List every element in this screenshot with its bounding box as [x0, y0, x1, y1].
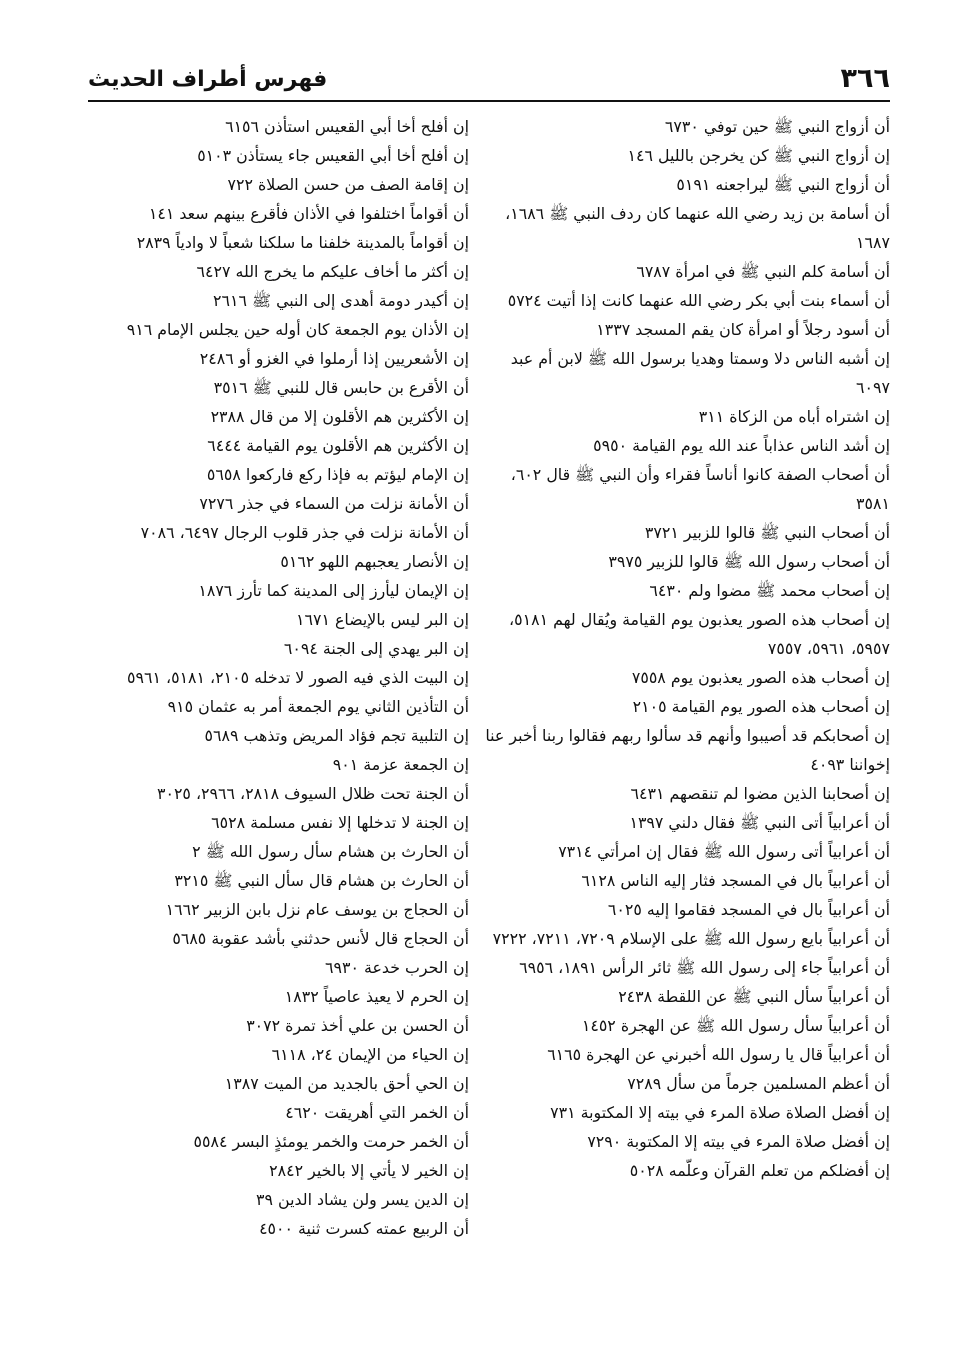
index-entry: إن الجمعة عزمة ٩٠١ [332, 755, 469, 774]
index-entry: أن أصحاب رسول الله ﷺ قالوا للزبير ٣٩٧٥ [608, 552, 890, 571]
index-entry: إن الأنصار يعجبهم اللهو ٥١٦٢ [280, 552, 469, 571]
left-column [65, 112, 469, 1243]
index-entry: أن أعرابياً بال في المسجد فثار إليه الناس ٦١٢٨ [581, 871, 890, 890]
index-entry: إن أفضل الصلاة صلاة المرء في بيته إلا المكتوبة ٧٣١ [550, 1103, 890, 1122]
index-entry: أن أعرابياً بايع رسول الله ﷺ على الإسلام ٧٢٠٩، ٧٢١١، ٧٢٢٢ [492, 929, 890, 948]
index-entry: إن أصحاب هذه الصور يعذبون يوم القيامة ويُقال لهم ٥١٨١، ٥٩٥٧، ٥٩٦١، ٧٥٥٧ [509, 610, 890, 658]
index-entry: إن أشد الناس عذاباً عند الله يوم القيامة ٥٩٥٠ [593, 436, 890, 455]
index-entry: أن أعظم المسلمين جرماً من سأل ٧٢٨٩ [627, 1074, 890, 1093]
index-entry: إن الحي أحق بالجديد من الميت ١٣٨٧ [224, 1074, 469, 1093]
index-entry: أن أقواماً اختلفوا في الأذان فأقرع بينهم سعد ١٤١ [148, 204, 469, 223]
index-entry: أن أعرابياً سأل رسول الله ﷺ عن الهجرة ١٤٥٢ [581, 1016, 890, 1035]
index-entry: أن أعرابياً بال في المسجد فقاموا إليه ٦٠٢٥ [607, 900, 890, 919]
index-entry: إن الحرب خدعة ٦٩٣٠ [325, 958, 469, 977]
index-entry: إن أفضلكم من تعلم القرآن وعلّمه ٥٠٢٨ [629, 1161, 890, 1180]
index-entry: إن أشبه الناس دلا وسمتا وهديا برسول الله ﷺ لابن أم عبد ٦٠٩٧ [510, 349, 890, 397]
index-entry: إن الأكثرين هم الأقلون إلا من قال ٢٣٨٨ [210, 407, 469, 426]
index-entry: أن الحارث بن هشام سأل رسول الله ﷺ ٢ [192, 842, 469, 861]
index-entry: أن أسامة كلم النبي ﷺ في امرأة ٦٧٨٧ [636, 262, 890, 281]
page-number: ٣٦٦ [840, 63, 890, 94]
index-entry: إن الحياء من الإيمان ٢٤، ٦١١٨ [271, 1045, 469, 1064]
index-entry: أن أصحاب النبي ﷺ قالوا للزبير ٣٧٢١ [644, 523, 890, 542]
index-entry: إن أصحاب محمد ﷺ مضوا ولم ٦٤٣٠ [649, 581, 890, 600]
index-entry: إن البر ليس بالإيضاع ١٦٧١ [296, 610, 469, 629]
index-entry: أن أعرابياً سأل النبي ﷺ عن اللقطة ٢٤٣٨ [618, 987, 890, 1006]
index-entry: أن أسامة بن زيد رضي الله عنهما كان ردف النبي ﷺ ١٦٨٦، ١٦٨٧ [505, 204, 890, 252]
index-entry: إن الإمام ليؤتم به فإذا ركع فاركعوا ٥٦٥٨ [206, 465, 469, 484]
index-entry: أن التأذين الثاني يوم الجمعة أمر به عثمان ٩١٥ [167, 697, 469, 716]
index-entry: إن الأكثرين هم الأقلون يوم القيامة ٦٤٤٤ [207, 436, 469, 455]
index-entry: أن أعرابياً أتى النبي ﷺ فقال دلني ١٣٩٧ [629, 813, 890, 832]
index-entry: أن أصحاب الصفة كانوا أناساً فقراء وأن النبي ﷺ قال ٦٠٢، ٣٥٨١ [510, 465, 890, 513]
index-entry: أن الجنة تحت ظلال السيوف ٢٨١٨، ٢٩٦٦، ٣٠٢٥ [156, 784, 469, 803]
index-entry: أن أعرابياً قال يا رسول الله أخبرني عن الهجرة ٦١٦٥ [547, 1045, 890, 1064]
index-entry: أن الخمر حرمت والخمر يومئذٍ البسر ٥٥٨٤ [193, 1132, 469, 1151]
index-entry: أن أزواج النبي ﷺ حين توفي ٦٧٣٠ [664, 117, 890, 136]
index-entry: إن الخير لا يأتي إلا بالخير ٢٨٤٢ [269, 1161, 469, 1180]
index-entry: أن الحسن بن علي أخذ تمرة ٣٠٧٢ [246, 1016, 469, 1035]
index-entry: أن الحجاج قال لأنس حدثني بأشد عقوبة ٥٦٨٥ [172, 929, 469, 948]
index-entry: إن إقامة الصف من حسن الصلاة ٧٢٢ [227, 175, 469, 194]
index-entry: إن أصحاب هذه الصور يعذبون يوم ٧٥٥٨ [631, 668, 890, 687]
index-entry: أن الحارث بن هشام قال سأل النبي ﷺ ٣٢١٥ [174, 871, 469, 890]
index-entry: أن الأمانة نزلت في جذر قلوب الرجال ٦٤٩٧، ٧٠٨٦ [140, 523, 469, 542]
index-entry: إن الدين يسر ولن يشاد الدين ٣٩ [256, 1190, 469, 1209]
right-column [485, 112, 890, 1185]
index-entry: إن أصحابنا الذين مضوا لم تنقصهم ٦٤٣١ [630, 784, 890, 803]
index-entry: إن الإيمان ليأرز إلى المدينة كما تأرز ١٨٧٦ [198, 581, 469, 600]
index-entry: إن أصحاب هذه الصور يوم القيامة ٢١٠٥ [632, 697, 890, 716]
index-entry: إن البر يهدي إلى الجنة ٦٠٩٤ [283, 639, 469, 658]
index-entry: إن أزواج النبي ﷺ كن يخرجن بالليل ١٤٦ [627, 146, 890, 165]
index-entry: أن أسماء بنت أبي بكر رضي الله عنهما كانت إذا أتيت ٥٧٢٤ [507, 291, 890, 310]
index-entry: إن أفلح أخا أبي القعيس جاء يستأذن ٥١٠٣ [197, 146, 469, 165]
index-entry: إن الحرم لا يعيذ عاصياً ١٨٣٢ [284, 987, 469, 1006]
index-entry: أن أعرابياً أتى رسول الله ﷺ فقال إن امرأتي ٧٣١٤ [558, 842, 890, 861]
index-entry: إن أفلح أخا أبي القعيس استأذن ٦١٥٦ [225, 117, 469, 136]
index-entry: أن أعرابياً جاء إلى رسول الله ﷺ ثائر الرأس ١٨٩١، ٦٩٥٦ [519, 958, 890, 977]
index-entry: إن أقواماً بالمدينة خلفنا ما سلكنا شعباً لا وادياً ٢٨٣٩ [136, 233, 469, 252]
index-entry: إن أصحابكم قد أصيبوا وأنهم قد سألوا ربهم فقالوا ربنا أخبر عنا إخواننا ٤٠٩٣ [485, 726, 890, 774]
index-entry: إن أفضل صلاة المرء في بيته إلا المكتوبة ٧٢٩٠ [587, 1132, 890, 1151]
index-entry: إن التلبية تجم فؤاد المريض وتذهب ٥٦٨٩ [204, 726, 469, 745]
index-entry: أن الربيع عمته كسرت ثنية ٤٥٠٠ [259, 1219, 469, 1238]
index-entry: أن أزواج النبي ﷺ ليراجعنه ٥١٩١ [676, 175, 890, 194]
index-entry: أن الأمانة نزلت من السماء في جذر ٧٢٧٦ [199, 494, 469, 513]
index-entry: إن الأشعريين إذا أرملوا في الغزو أو ٢٤٨٦ [199, 349, 469, 368]
index-entry: إن البيت الذي فيه الصور لا تدخله ٢١٠٥، ٥١٨١، ٥٩٦١ [127, 668, 469, 687]
index-entry: إن أكثر ما أخاف عليكم ما يخرج الله ٦٤٢٧ [196, 262, 469, 281]
index-entry: أن الخمر التي أهريقت ٤٦٢٠ [285, 1103, 469, 1122]
page-title: فهرس أطراف الحديث [88, 67, 328, 92]
index-entry: أن الأقرع بن حابس قال للنبي ﷺ ٣٥١٦ [213, 378, 469, 397]
index-entry: إن الجنة لا تدخلها إلا نفس مسلمة ٦٥٢٨ [211, 813, 469, 832]
index-entry: إن الأذان يوم الجمعة كان أوله حين يجلس الإمام ٩١٦ [126, 320, 469, 339]
page-header [88, 56, 890, 102]
index-entry: إن اشتراه أباه من الزكاة ٣١١ [698, 407, 890, 426]
index-entry: أن الحجاج بن يوسف عام نزل بابن الزبير ١٦٦٢ [165, 900, 469, 919]
index-entry: إن أكيدر دومة أهدى إلى النبي ﷺ ٢٦١٦ [212, 291, 469, 310]
index-entry: أن أسود رجلاً أو امرأة كان يقم المسجد ١٣٣٧ [596, 320, 890, 339]
